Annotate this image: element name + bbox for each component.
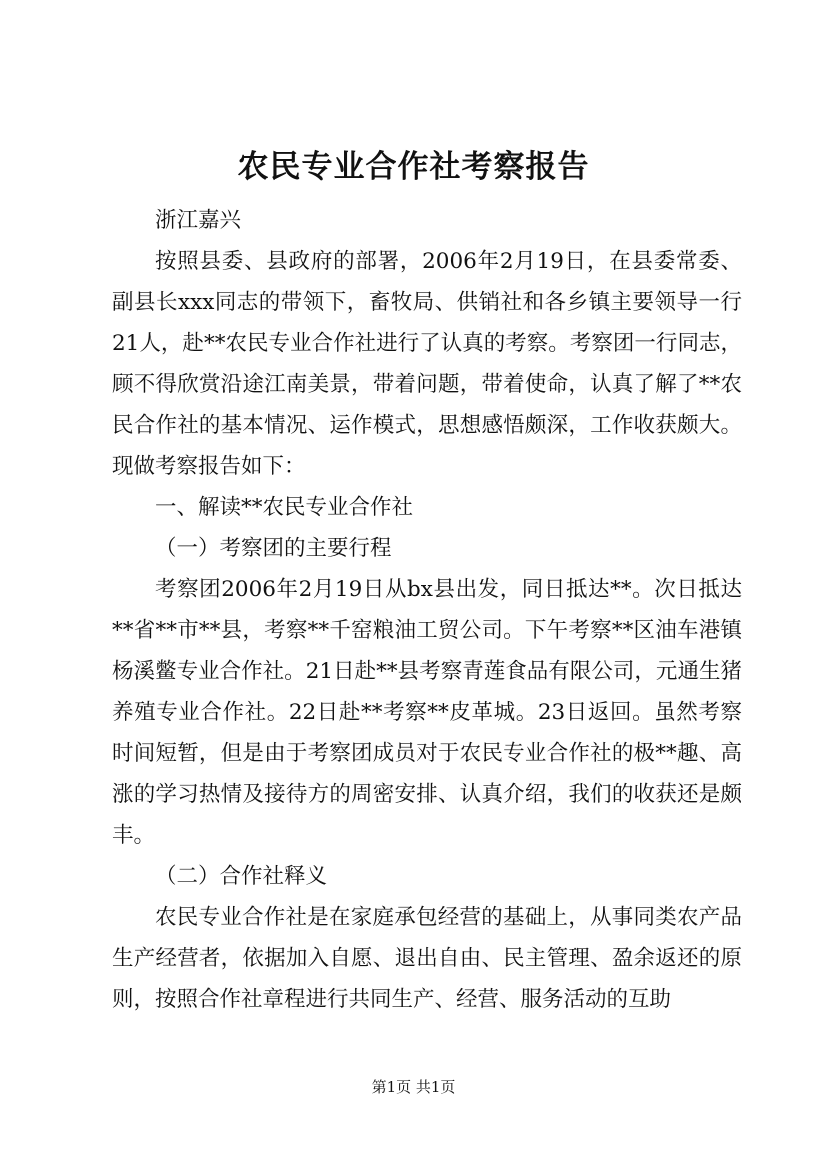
definition-paragraph: 农民专业合作社是在家庭承包经营的基础上，从事同类农产品生产经营者，依据加入自愿、退出自由、民主管理、盈余返还的原则，按照合作社章程进行共同生产、经营、服务活动的互助 bbox=[112, 905, 742, 1012]
subsection-heading: （一）考察团的主要行程 bbox=[155, 536, 392, 561]
subsection-heading: （二）合作社释义 bbox=[155, 864, 328, 889]
document-body bbox=[112, 200, 742, 1020]
intro-paragraph: 按照县委、县政府的部署，2006年2月19日，在县委常委、副县长xxx同志的带领下，畜牧局、供销社和各乡镇主要领导一行21人，赴**农民专业合作社进行了认真的考察。考察团一行同志，顾不得欣赏沿途江南美景，带着问题，带着使命，认真了解了**农民合作社的基本情况、运作模式，思想感悟颇深，工作收获颇大。现做考察报告如下： bbox=[112, 249, 742, 479]
itinerary-paragraph: 考察团2006年2月19日从bx县出发，同日抵达**。次日抵达**省**市**县，考察**千窑粮油工贸公司。下午考察**区油车港镇杨溪鳖专业合作社。21日赴**县考察青莲食品有限公司，元通生猪养殖专业合作社。22日赴**考察**皮革城。23日返回。虽然考察时间短暂，但是由于考察团成员对于农民专业合作社的极**趣、高涨的学习热情及接待方的周密安排、认真介绍，我们的收获还是颇丰。 bbox=[112, 577, 742, 848]
section-heading: 一、解读**农民专业合作社 bbox=[155, 495, 414, 520]
page-number-footer: 第1页 共1页 bbox=[371, 1078, 456, 1096]
document-title: 农民专业合作社考察报告 bbox=[237, 149, 590, 185]
location-line: 浙江嘉兴 bbox=[155, 208, 242, 233]
